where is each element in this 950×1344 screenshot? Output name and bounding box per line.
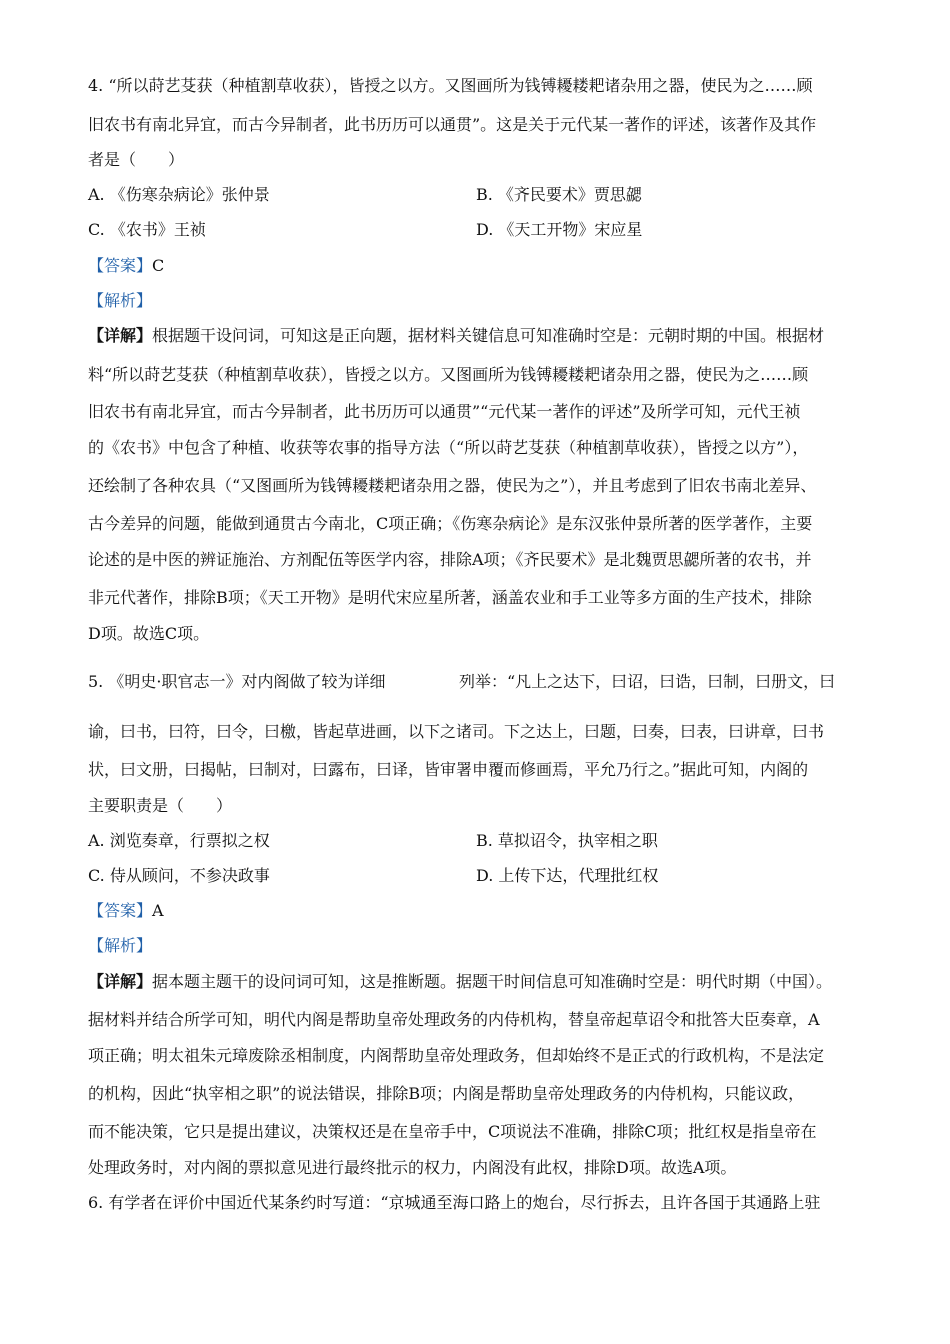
q4-option-a: A. 《伤寒杂病论》张仲景 — [88, 185, 270, 204]
q5-option-b: B. 草拟诏令，执宰相之职 — [476, 831, 658, 850]
q4-option-d: D. 《天工开物》宋应星 — [476, 220, 643, 239]
q5-detail-line-4: 的机构，因此“执宰相之职”的说法错误，排除B项；内阁是帮助皇帝处理政务的内侍机构，只能议政， — [88, 1084, 805, 1103]
q5-detail-line-3: 项正确；明太祖朱元璋废除丞相制度，内阁帮助皇帝处理政务，但却始终不是正式的行政机构，不是法定 — [88, 1046, 825, 1065]
q5-analysis-tag: 【解析】 — [88, 936, 153, 955]
q5-detail-line-1 — [88, 972, 832, 992]
q5-stem-line-2: 谕，曰书，曰符，曰令，曰檄，皆起草进画，以下之诸司。下之达上，曰题，曰奏，曰表，曰讲章，曰书 — [88, 722, 825, 741]
q5-detail-line-2: 据材料并结合所学可知，明代内阁是帮助皇帝处理政务的内侍机构，替皇帝起草诏令和批答大臣奏章，A — [88, 1010, 820, 1029]
q4-stem-line-3: 者是（ ） — [88, 150, 185, 169]
q4-stem-line-1: 4. “所以莳艺芟获（种植割草收获），皆授之以方。又图画所为钱镈耰耧耙诸杂用之器，使民为之……顾 — [88, 76, 813, 95]
q5-detail-line-5: 而不能决策，它只是提出建议，决策权还是在皇帝手中，C项说法不准确，排除C项；批红权是指皇帝在 — [88, 1122, 817, 1141]
q4-option-c: C. 《农书》王祯 — [88, 220, 206, 239]
q5-stem-line-1a: 5. 《明史·职官志一》对内阁做了较为详细 — [88, 672, 386, 691]
q4-option-b: B. 《齐民要术》贾思勰 — [476, 185, 642, 204]
detail-tag: 【详解】 — [88, 972, 153, 991]
q4-answer-line — [88, 256, 164, 276]
q4-detail-line-4: 的《农书》中包含了种植、收获等农事的指导方法（“所以莳艺芟获（种植割草收获），皆授之以方”）， — [88, 438, 809, 457]
q5-stem-line-1b: 列举：“凡上之达下，曰诏，曰诰，曰制，曰册文，曰 — [459, 672, 836, 691]
detail-text: 根据题干设问词，可知这是正向题，据材料关键信息可知准确时空是：元朝时期的中国。根据材 — [152, 326, 825, 345]
q4-detail-line-3: 旧农书有南北异宜，而古今异制者，此书历历可以通贯”“元代某一著作的评述”及所学可知，元代王祯 — [88, 402, 801, 421]
q5-answer-line — [88, 901, 164, 921]
q4-detail-line-8: 非元代著作，排除B项；《天工开物》是明代宋应星所著，涵盖农业和手工业等多方面的生产技术，排除 — [88, 588, 812, 607]
q5-stem-line-4: 主要职责是（ ） — [88, 796, 233, 815]
q4-detail-line-6: 古今差异的问题，能做到通贯古今南北，C项正确；《伤寒杂病论》是东汉张仲景所著的医学著作，主要 — [88, 514, 813, 533]
answer-value: C — [152, 256, 165, 275]
q6-stem-line-1: 6. 有学者在评价中国近代某条约时写道：“京城通至海口路上的炮台，尽行拆去，且许各国于其通路上驻 — [88, 1193, 821, 1212]
q4-detail-line-7: 论述的是中医的辨证施治、方剂配伍等医学内容，排除A项；《齐民要术》是北魏贾思勰所著的农书，并 — [88, 550, 812, 569]
detail-text: 据本题主题干的设问词可知，这是推断题。据题干时间信息可知准确时空是：明代时期（中国）。 — [152, 972, 833, 991]
q4-analysis-tag: 【解析】 — [88, 291, 153, 310]
q5-detail-line-6: 处理政务时，对内阁的票拟意见进行最终批示的权力，内阁没有此权，排除D项。故选A项。 — [88, 1158, 737, 1177]
answer-tag: 【答案】 — [88, 256, 153, 275]
answer-tag: 【答案】 — [88, 901, 153, 920]
q4-detail-line-1 — [88, 326, 824, 346]
q5-option-d: D. 上传下达，代理批红权 — [476, 866, 659, 885]
q4-stem-line-2: 旧农书有南北异宜，而古今异制者，此书历历可以通贯”。这是关于元代某一著作的评述，该著作及其作 — [88, 115, 817, 134]
detail-tag: 【详解】 — [88, 326, 153, 345]
q4-detail-line-5: 还绘制了各种农具（“又图画所为钱镈耰耧耙诸杂用之器，使民为之”），并且考虑到了旧农书南北差异、 — [88, 476, 817, 495]
q5-option-a: A. 浏览奏章，行票拟之权 — [88, 831, 270, 850]
q5-stem-line-3: 状，曰文册，曰揭帖，曰制对，曰露布，曰译，皆审署申覆而修画焉，平允乃行之。”据此可知，内阁的 — [88, 760, 809, 779]
q4-detail-line-2: 料“所以莳艺芟获（种植割草收获），皆授之以方。又图画所为钱镈耰耧耙诸杂用之器，使民为之……顾 — [88, 365, 809, 384]
q5-option-c: C. 侍从顾问，不参决政事 — [88, 866, 270, 885]
answer-value: A — [152, 901, 164, 920]
q4-detail-line-9: D项。故选C项。 — [88, 624, 210, 643]
